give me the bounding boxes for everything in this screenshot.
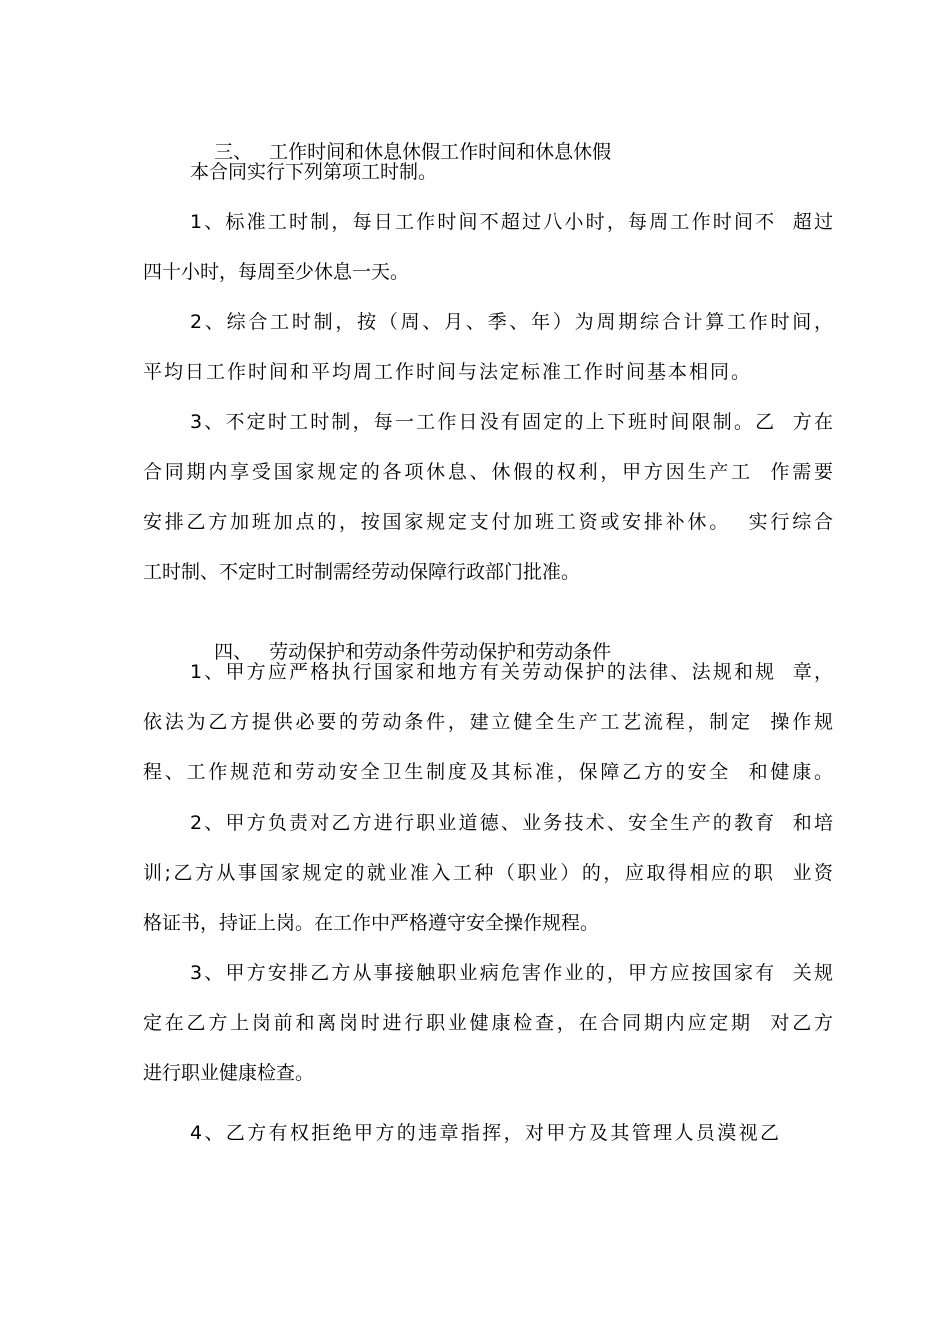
paragraph-line: 训;乙方从事国家规定的就业准入工种（职业）的，应取得相应的职 业资 — [143, 862, 833, 884]
paragraph-line: 2、综合工时制，按（周、月、季、年）为周期综合计算工作时间， — [190, 311, 833, 333]
paragraph-line: 合同期内享受国家规定的各项休息、休假的权利，甲方因生产工 作需要 — [143, 461, 833, 483]
section-3-title: 工作时间和休息休假工作时间和休息休假 — [269, 141, 612, 163]
paragraph-line: 四十小时，每周至少休息一天。 — [143, 261, 410, 283]
section-4-title: 劳动保护和劳动条件劳动保护和劳动条件 — [269, 641, 612, 663]
paragraph-line: 本合同实行下列第项工时制。 — [190, 161, 438, 183]
section-4-number: 四、 — [214, 641, 253, 663]
paragraph-line: 3、不定时工时制，每一工作日没有固定的上下班时间限制。乙 方在 — [190, 411, 833, 433]
paragraph-line: 平均日工作时间和平均周工作时间与法定标准工作时间基本相同。 — [143, 361, 750, 383]
paragraph-line: 1、标准工时制，每日工作时间不超过八小时，每周工作时间不 超过 — [190, 211, 833, 233]
paragraph-line: 安排乙方加班加点的，按国家规定支付加班工资或安排补休。 实行综合 — [143, 511, 833, 533]
paragraph-line: 工时制、不定时工时制需经劳动保障行政部门批准。 — [143, 561, 581, 583]
section-3-heading — [190, 107, 890, 163]
paragraph-line: 进行职业健康检查。 — [143, 1062, 315, 1084]
section-3-number: 三、 — [214, 141, 253, 163]
paragraph-line: 定在乙方上岗前和离岗时进行职业健康检查，在合同期内应定期 对乙方 — [143, 1012, 833, 1034]
paragraph-line: 2、甲方负责对乙方进行职业道德、业务技术、安全生产的教育 和培 — [190, 812, 833, 834]
paragraph-line: 格证书，持证上岗。在工作中严格遵守安全操作规程。 — [143, 912, 600, 934]
section-4-heading — [190, 607, 890, 663]
paragraph-line: 依法为乙方提供必要的劳动条件，建立健全生产工艺流程，制定 操作规 — [143, 711, 833, 733]
paragraph-line: 4、乙方有权拒绝甲方的违章指挥，对甲方及其管理人员漠视乙 — [190, 1122, 779, 1144]
paragraph-line: 3、甲方安排乙方从事接触职业病危害作业的，甲方应按国家有 关规 — [190, 962, 833, 984]
paragraph-line: 1、甲方应严格执行国家和地方有关劳动保护的法律、法规和规 章， — [190, 661, 833, 683]
paragraph-line: 程、工作规范和劳动安全卫生制度及其标准，保障乙方的安全 和健康。 — [143, 761, 833, 783]
